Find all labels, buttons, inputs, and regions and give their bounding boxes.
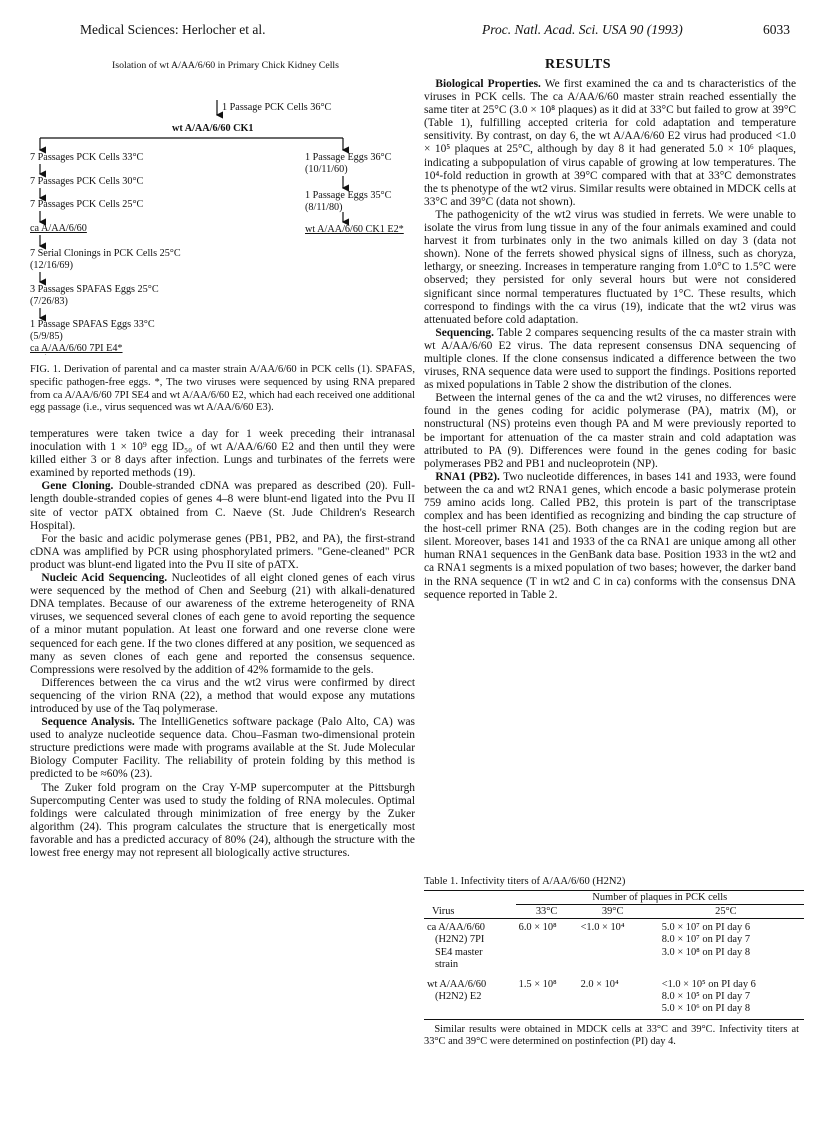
figure-title: Isolation of wt A/AA/6/60 in Primary Chick Kidney Cells [112,60,339,71]
paragraph-text: Two nucleotide differences, in bases 141 and 1933, were found between the ca and wt2 RNA1 genes, which encode a basic polymerase protein 759 amino acids long. Called PB2, this protein is part of the transcriptase complex and has been identified as recognizing and binding the cap structure of the host-cell primer RNA (25). Both changes are in the coding region but are silent. Moreover, bases 141 and 1933 of the ca RNA1 are unique among all other human RNA1 sequences in the GenBank data base. Position 1933 in the wt2 and ca RNA1 segments is a mixed population of two bases; however, the darker band in the RNA sequence (T in wt2 and C in ca) conforms with the consensus DNA sequence reported in Table 2. [424,470,796,601]
virus-line: ca A/AA/6/60 [427,922,486,933]
titer-39c: <1.0 × 10⁴ [580,922,625,933]
passage-step: 1 Passage Eggs 36°C [305,152,392,163]
column-header-virus: Virus [432,906,455,917]
passage-step: 7 Serial Clonings in PCK Cells 25°C [30,248,181,259]
section-lead: Gene Cloning. [41,480,114,493]
titer-line: 5.0 × 10⁷ on PI day 6 [661,922,751,933]
paragraph-text: We first examined the ca and ts characteristics of the viruses in PCK cells. The ca A/AA/6/60 master strain reached essentially the same titer at 25°C (3.0 × 10⁸ plaques) as it did at 33°C but failed to grow at 39°C (Table 1), fulfilling accepted criteria for cold adaptation and temperature sensitivity. By contrast, on day 6, the wt A/AA/6/60 E2 virus had produced <1.0 × 10⁵ plaques at 25°C, although by day 8 it had generated 5.0 × 10⁶ plaques, indicating a subpopulation of virus capable of growing at low temperatures. The 10⁴-fold reduction in growth at 39°C compared with that at 33°C demonstrates the ts phenotype of the wt2 virus. Similar results were obtained in MDCK cells at 33°C and 39°C (data not shown). [424,78,797,208]
titer-25c [648,973,804,1020]
paragraph [424,471,796,602]
left-column [30,428,415,860]
wt-ck1-e2-node: wt A/AA/6/60 CK1 E2* [305,224,404,235]
titer-line: 8.0 × 10⁵ on PI day 7 [661,991,751,1003]
titer-line: 3.0 × 10⁸ on PI day 8 [661,946,751,958]
titer-line: 8.0 × 10⁷ on PI day 7 [661,934,751,946]
passage-date: (10/11/60) [305,164,348,175]
paragraph: Between the internal genes of the ca and the wt2 viruses, no differences were found in the genes coding for acidic polymerase (PA), matrix (M), or nonstructural (NS) proteins even though PA and M were previously reported to be important for attenuation of the ca master strain and cold adaptation was attributed to PA (9). Differences were found in the genes coding for basic polymerases PB2 and PB1 and nucleoprotein (NP). [424,392,796,470]
virus-line: wt A/AA/6/60 [427,978,487,990]
running-header-left: Medical Sciences: Herlocher et al. [80,22,266,37]
paragraph-text: The IntelliGenetics software package (Palo Alto, CA) was used to analyze nucleotide sequence data. Chou–Fasman two-dimensional protein structure predictions were made with programs available at the St. Jude Molecular Biology Computer Facility. The reliability of protein folding by this method is predicted to be ≈60% (23). [30,716,415,781]
titer-line: 5.0 × 10⁶ on PI day 8 [661,1003,751,1015]
virus-cell [424,973,516,1020]
virus-line: (H2N2) E2 [435,991,482,1003]
paragraph [30,572,415,677]
passage-date: (8/11/80) [305,202,343,213]
column-span-header: Number of plaques in PCK cells [516,891,804,905]
section-lead: Biological Properties. [435,78,541,90]
results-heading: RESULTS [545,57,612,72]
page-number: 6033 [763,22,790,37]
titer-39c: 2.0 × 10⁴ [580,978,619,990]
table-row [424,919,804,973]
paragraph-text: Nucleotides of all eight cloned genes of each virus were sequenced by the method of Chen and Seeburg (21) with alkali-denatured DNA templates. Because of our awareness of the extreme heterogeneity of RNA viruses, we sequenced several clones of each gene to avoid reporting the sequence of a minor mutant population. At least one forward and one reverse clone were sequenced for each gene. If the two clones differed at any position, we sequenced as many as seven clones of each gene and reported the consensus sequence. Compressions were resolved by the addition of 42% formamide to the gels. [30,572,415,676]
titer-33c: 1.5 × 10⁸ [518,978,557,990]
ca-strain-node: ca A/AA/6/60 [30,223,87,234]
paragraph [424,78,796,209]
table-footnote: Similar results were obtained in MDCK cells at 33°C and 39°C. Infectivity titers at 33°C and 39°C were determined on postinfection (PI) day 4. [424,1023,799,1048]
section-lead: RNA1 (PB2). [435,470,500,483]
passage-step: 7 Passages PCK Cells 30°C [30,176,144,187]
table-row [424,973,804,1020]
column-header-25c: 25°C [715,906,737,917]
wt-ck1-node: wt A/AA/6/60 CK1 [172,123,254,134]
virus-cell [424,919,516,973]
passage-step: 3 Passages SPAFAS Eggs 25°C [30,284,159,295]
paragraph-text: Table 2 compares sequencing results of the ca master strain with wt A/AA/6/60 E2 virus. The data represent consensus DNA sequencing of multiple clones. If the clone consensus indicated a difference between the two viruses, RNA sequence data were used to support the findings. Positions reported as mixed populations in Table 2 show the distribution of the clones. [424,326,796,392]
paragraph: Differences between the ca virus and the wt2 virus were confirmed by direct sequencing of the virion RNA (22), a method that would expose any mutations introduced by use of the Taq polymerase. [30,676,415,715]
passage-step: 7 Passages PCK Cells 33°C [30,152,144,163]
figure-1-flowchart [30,60,415,355]
passage-step: 1 Passage PCK Cells 36°C [222,102,332,113]
titer-line: <1.0 × 10⁵ on PI day 6 [661,978,756,990]
passage-date: (5/9/85) [30,331,63,342]
table-title: Table 1. Infectivity titers of A/AA/6/60 (H2N2) [424,876,626,887]
paragraph-text: Double-stranded cDNA was prepared as described (20). Full-length double-stranded copies of genes 4–8 were blunt-end ligated into the Pvu II site of vector pATX obtained from C. Naeve (St. Jude Children's Research Hospital). [30,480,415,532]
virus-line: SE4 master [435,946,483,958]
section-lead: Nucleic Acid Sequencing. [41,572,168,585]
column-header-39c: 39°C [601,906,624,917]
paragraph [30,716,415,781]
passage-step: 1 Passage Eggs 35°C [305,190,392,201]
section-lead: Sequence Analysis. [41,716,135,729]
paragraph: For the basic and acidic polymerase genes (PB1, PB2, and PA), the first-strand cDNA was amplified by PCR using phosphorylated primers. "Gene-cleaned" PCR product was blunt-end ligated into the Pvu II site of pATX. [30,532,415,571]
titer-25c [648,919,804,973]
column-header-33c: 33°C [535,906,558,917]
passage-date: (12/16/69) [30,260,74,271]
paragraph [30,480,415,532]
passage-date: (7/26/83) [30,296,68,307]
ca-7pi-e4-node: ca A/AA/6/60 7PI E4* [30,343,123,354]
passage-step: 7 Passages PCK Cells 25°C [30,199,144,210]
paragraph: temperatures were taken twice a day for 1 week preceding their intranasal inoculation with 1 × 10⁹ egg ID₅₀ of wt A/AA/6/60 E2 and then until they were killed either 3 or 8 days after infection. Lungs and turbinates of the ferrets were examined by reported methods (19). [30,428,415,480]
virus-line: (H2N2) 7PI [435,934,485,946]
paragraph: The Zuker fold program on the Cray Y-MP supercomputer at the Pittsburgh Supercomputing Center was used to study the folding of RNA molecules. Optimal foldings were calculated through minimization of free energy by the Zuker algorithm (24). This program calculates the structure that is energetically most favorable and has a predicted accuracy of 80% (24), although the structure with the lowest free energy may not represent all biologically active structures. [30,781,415,859]
table-1 [424,876,799,1049]
figure-1-caption: FIG. 1. Derivation of parental and ca master strain A/AA/6/60 in PCK cells (1). SPAFAS, specific pathogen-free eggs. *, The two viruses were sequenced by using RNA prepared from ca A/AA/6/60 7PI SE4 and wt A/AA/6/60 E2, which had each received one additional egg passage (i.e., virus sequenced was wt A/AA/6/60 E3). [30,364,415,414]
titer-33c: 6.0 × 10⁸ [518,922,557,933]
passage-step: 1 Passage SPAFAS Eggs 33°C [30,319,155,330]
section-lead: Sequencing. [435,326,494,339]
infectivity-table [424,890,804,1020]
journal-citation: Proc. Natl. Acad. Sci. USA 90 (1993) [482,22,683,37]
paragraph [424,327,796,392]
virus-line: strain [435,959,459,971]
right-column [424,78,796,602]
paragraph: The pathogenicity of the wt2 virus was studied in ferrets. We were unable to isolate the virus from lung tissue in any of the four animals examined and could harvest it from turbinates only in the two animals killed on day 3 (data not shown). None of the ferrets showed physical signs of illness, such as choryza, lethargy, or sneezing. Increases in temperature ranging from 1.0°C to 1.5°C were observed; they persisted for only several hours but were not considered significant since normal temperatures fluctuated by 1°C. These results, which correspond to findings with the ca virus (19), indicate that the wt2 virus was attenuated before cold adaptation. [424,208,796,326]
